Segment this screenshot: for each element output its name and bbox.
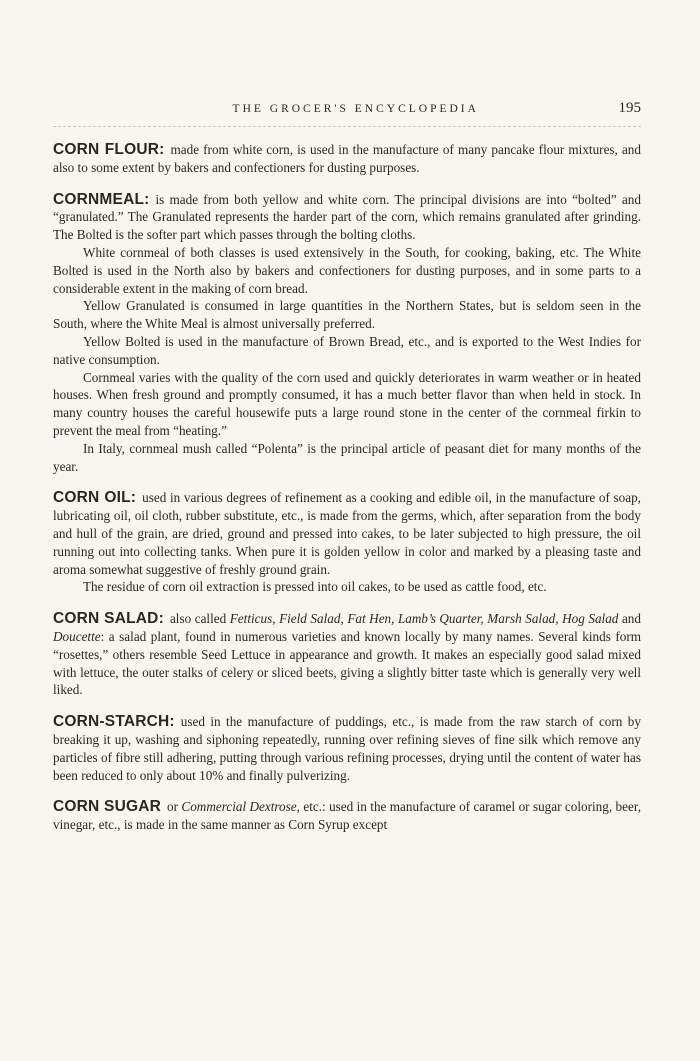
entry-text-lead: also called — [169, 611, 227, 627]
entry-paragraph: White cornmeal of both classes is used extensively in the South, for cooking, baking, etc. The White Bolted is used in the North also by bakers and confectioners for dusting purposes, and in some parts to a considerable extent in the making of corn bread. — [53, 244, 641, 296]
entry-paragraph: Yellow Bolted is used in the manufacture of Brown Bread, etc., and is exported to the West Indies for native consumption. — [53, 333, 641, 367]
entry-heading: CORN FLOUR: — [53, 141, 165, 158]
entry-paragraph — [53, 798, 641, 834]
entry-heading: CORN SALAD: — [53, 610, 164, 628]
running-title: THE GROCER'S ENCYCLOPEDIA — [232, 103, 479, 115]
page — [53, 100, 641, 848]
entry-text-or: or — [167, 799, 179, 815]
entry-alias-last: Doucette — [53, 628, 101, 644]
entry-text: used in the manufacture of puddings, etc., is made from the raw starch of corn by breaking it up, washing and siphoning repeatedly, running over refining sieves of fine silk which remove any particles of fibre still adhering, putting through various refining processes, drying until the content of water has been reduced to only about 10% and finally pulverizing. — [53, 714, 641, 783]
entry-paragraph — [53, 489, 641, 578]
entry-paragraph: In Italy, cornmeal mush called “Polenta” is the principal article of peasant diet for many months of the year. — [53, 440, 641, 474]
entry-corn-starch — [53, 713, 641, 784]
entry-text: is made from both yellow and white corn. The principal divisions are into “bolted” and “granulated.” The Granulated represents the harder part of the corn, which remains granulated after grinding. The Bolted is the softer part which passes through the bolting cloths. — [53, 191, 641, 243]
entry-paragraph — [53, 610, 641, 699]
entry-paragraph: Cornmeal varies with the quality of the corn used and quickly deteriorates in warm weather or in heated houses. When fresh ground and promptly consumed, it has a much better flavor than when held in stock. In many country houses the careful housewife puts a large round stone in the center of the cornmeal firkin to prevent the meal from “heating.” — [53, 369, 641, 438]
entry-heading: CORN-STARCH: — [53, 713, 175, 731]
running-header — [53, 100, 641, 127]
entry-paragraph — [53, 191, 641, 244]
entry-corn-sugar — [53, 798, 641, 834]
entry-corn-flour — [53, 141, 641, 177]
entry-heading: CORN OIL: — [53, 489, 137, 507]
entry-text: made from white corn, is used in the manufacture of many pancake flour mixtures, and also to some extent by bakers and confectioners for dusting purposes. — [53, 142, 641, 175]
entry-heading: CORN SUGAR — [53, 798, 162, 816]
page-number: 195 — [618, 100, 641, 116]
entry-heading: CORNMEAL: — [53, 190, 150, 208]
entry-text: : a salad plant, found in numerous varieties and known locally by many names. Several kinds form “rosettes,” others resemble Seed Lettuce in appearance and growth. It makes an especially good salad mixed with lettuce, the outer stalks of celery or sliced beets, giving a slightly bitter taste which is generally very well liked. — [53, 628, 641, 698]
entry-paragraph — [53, 141, 641, 177]
entry-paragraph — [53, 713, 641, 784]
entry-corn-oil — [53, 489, 641, 596]
entry-text: used in various degrees of refinement as a cooking and edible oil, in the manufacture of soap, lubricating oil, oil cloth, rubber substitute, etc., is made from the germs, which, after separation from the body and hull of the grain, are dried, ground and pressed into cakes, to be later subjected to high pressure, the oil running out into collecting tanks. When pure it is golden yellow in color and marked by a pleasing taste and aroma somewhat suggestive of freshly ground grain. — [53, 490, 641, 577]
entry-paragraph: Yellow Granulated is consumed in large quantities in the Northern States, but is seldom seen in the South, where the White Meal is almost universally preferred. — [53, 298, 641, 332]
entry-cornmeal — [53, 191, 641, 476]
entry-aliases: Fetticus, Field Salad, Fat Hen, Lamb’s Quarter, Marsh Salad, Hog Salad — [229, 611, 619, 627]
entry-text: etc.: used in the manufacture of caramel or sugar coloring, beer, vinegar, etc., is made in the same manner as Corn Syrup except — [53, 799, 642, 833]
entry-paragraph: The residue of corn oil extraction is pressed into oil cakes, to be used as cattle food, etc. — [83, 579, 547, 595]
entry-alias: Commercial Dextrose, — [181, 799, 300, 815]
entry-corn-salad — [53, 610, 641, 699]
entry-text-and: and — [621, 611, 641, 627]
